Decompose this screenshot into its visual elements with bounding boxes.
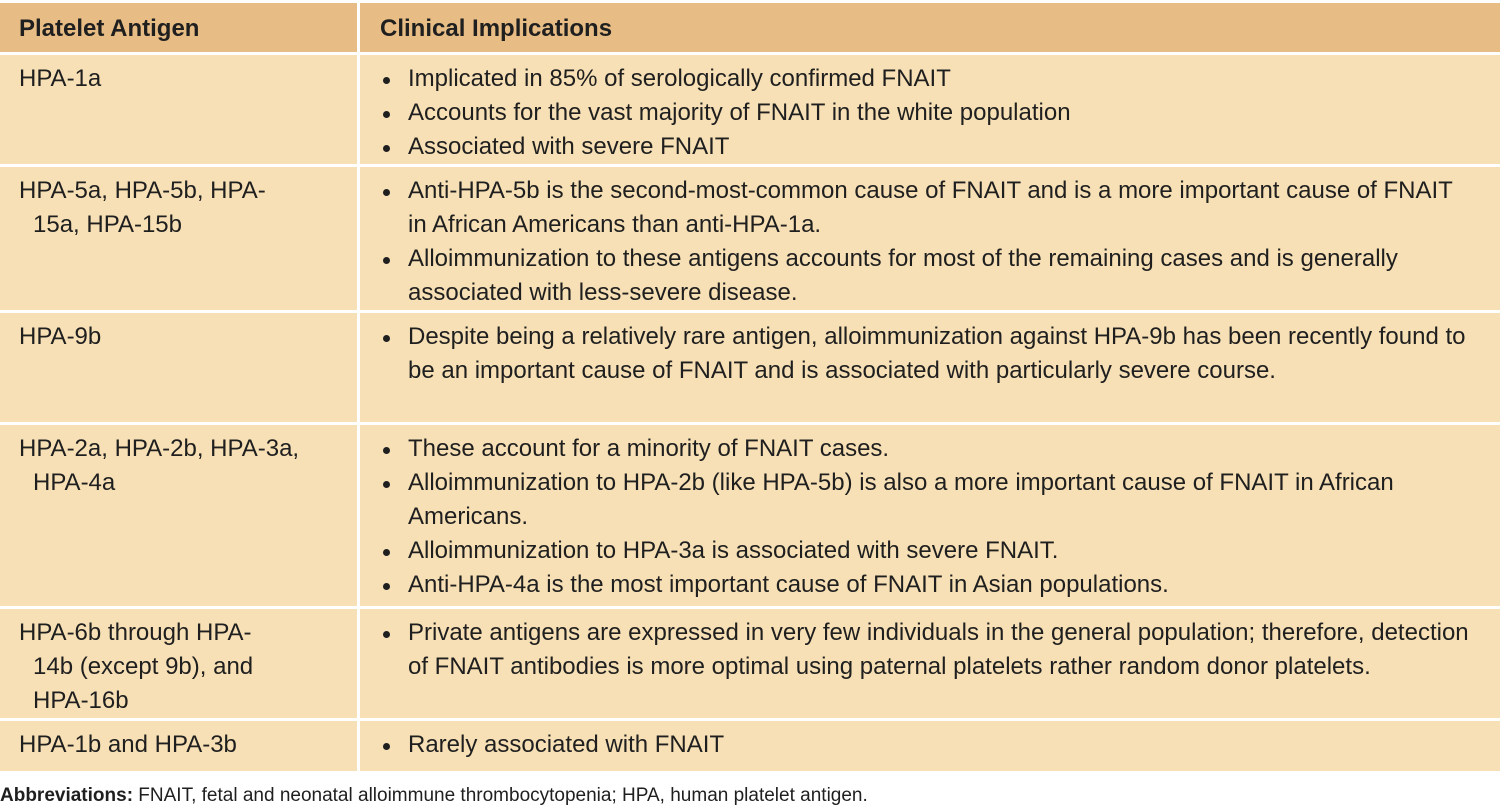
antigen-cell: [0, 721, 360, 771]
footnote-label: Abbreviations:: [0, 785, 134, 806]
antigen-cell: [0, 425, 360, 606]
implication-item: Despite being a relatively rare antigen, alloimmunization against HPA-9b has been recently found to be an important cause of FNAIT and is associated with particularly severe course.: [380, 320, 1470, 388]
implication-item: Implicated in 85% of serologically confirmed FNAIT: [380, 62, 1470, 96]
implications-list: [380, 174, 1470, 310]
table-row: [0, 313, 1500, 425]
implications-cell: [360, 721, 1500, 771]
antigen-text: 15a, HPA-15b: [33, 211, 182, 238]
implications-cell: [360, 55, 1500, 164]
implications-list: [380, 320, 1470, 388]
footnote-text: FNAIT, fetal and neonatal alloimmune thrombocytopenia; HPA, human platelet antigen.: [133, 785, 868, 806]
implications-cell: [360, 167, 1500, 310]
table-body: [0, 55, 1500, 774]
antigen-text: 14b (except 9b), and: [33, 653, 254, 680]
table-header-row: [0, 3, 1500, 55]
implication-item: Alloimmunization to HPA-2b (like HPA-5b) is also a more important cause of FNAIT in African Americans.: [380, 466, 1470, 534]
antigen-cell: [0, 609, 360, 718]
antigen-text: HPA-4a: [33, 469, 116, 496]
implications-list: [380, 616, 1470, 684]
antigen-text: HPA-6b through HPA-: [19, 619, 252, 646]
implication-item: Accounts for the vast majority of FNAIT in the white population: [380, 96, 1470, 130]
implication-item: Private antigens are expressed in very few individuals in the general population; therefore, detection of FNAIT antibodies is more optimal using paternal platelets rather random donor platelets.: [380, 616, 1470, 684]
implication-item: Rarely associated with FNAIT: [380, 728, 1470, 762]
table-row: [0, 721, 1500, 774]
antigen-text: HPA-1b and HPA-3b: [19, 731, 237, 758]
implications-cell: [360, 425, 1500, 606]
antigen-cell: [0, 55, 360, 164]
antigen-text: HPA-9b: [19, 323, 102, 350]
implication-item: Anti-HPA-4a is the most important cause of FNAIT in Asian populations.: [380, 568, 1470, 602]
implications-list: [380, 62, 1470, 164]
antigen-cell: [0, 167, 360, 310]
antigen-text: HPA-1a: [19, 65, 102, 92]
implication-item: Alloimmunization to HPA-3a is associated with severe FNAIT.: [380, 534, 1470, 568]
header-clinical-implications: Clinical Implications: [380, 15, 613, 42]
implication-item: Associated with severe FNAIT: [380, 130, 1470, 164]
antigen-cell: [0, 313, 360, 422]
implication-item: Anti-HPA-5b is the second-most-common cause of FNAIT and is a more important cause of FNAIT in African Americans than anti-HPA-1a.: [380, 174, 1470, 242]
table-row: [0, 167, 1500, 313]
implications-cell: [360, 313, 1500, 422]
implications-list: [380, 728, 1470, 762]
table-row: [0, 55, 1500, 167]
table-row: [0, 609, 1500, 721]
abbreviations-footnote: [0, 784, 1500, 808]
header-platelet-antigen: Platelet Antigen: [0, 3, 360, 52]
implications-list: [380, 432, 1470, 602]
implications-cell: [360, 609, 1500, 718]
antigen-text: HPA-2a, HPA-2b, HPA-3a,: [19, 435, 300, 462]
implication-item: These account for a minority of FNAIT cases.: [380, 432, 1470, 466]
table-row: [0, 425, 1500, 609]
antigen-text: HPA-16b: [33, 687, 129, 714]
antigen-text: HPA-5a, HPA-5b, HPA-: [19, 177, 266, 204]
implication-item: Alloimmunization to these antigens accounts for most of the remaining cases and is generally associated with less-severe disease.: [380, 242, 1470, 310]
